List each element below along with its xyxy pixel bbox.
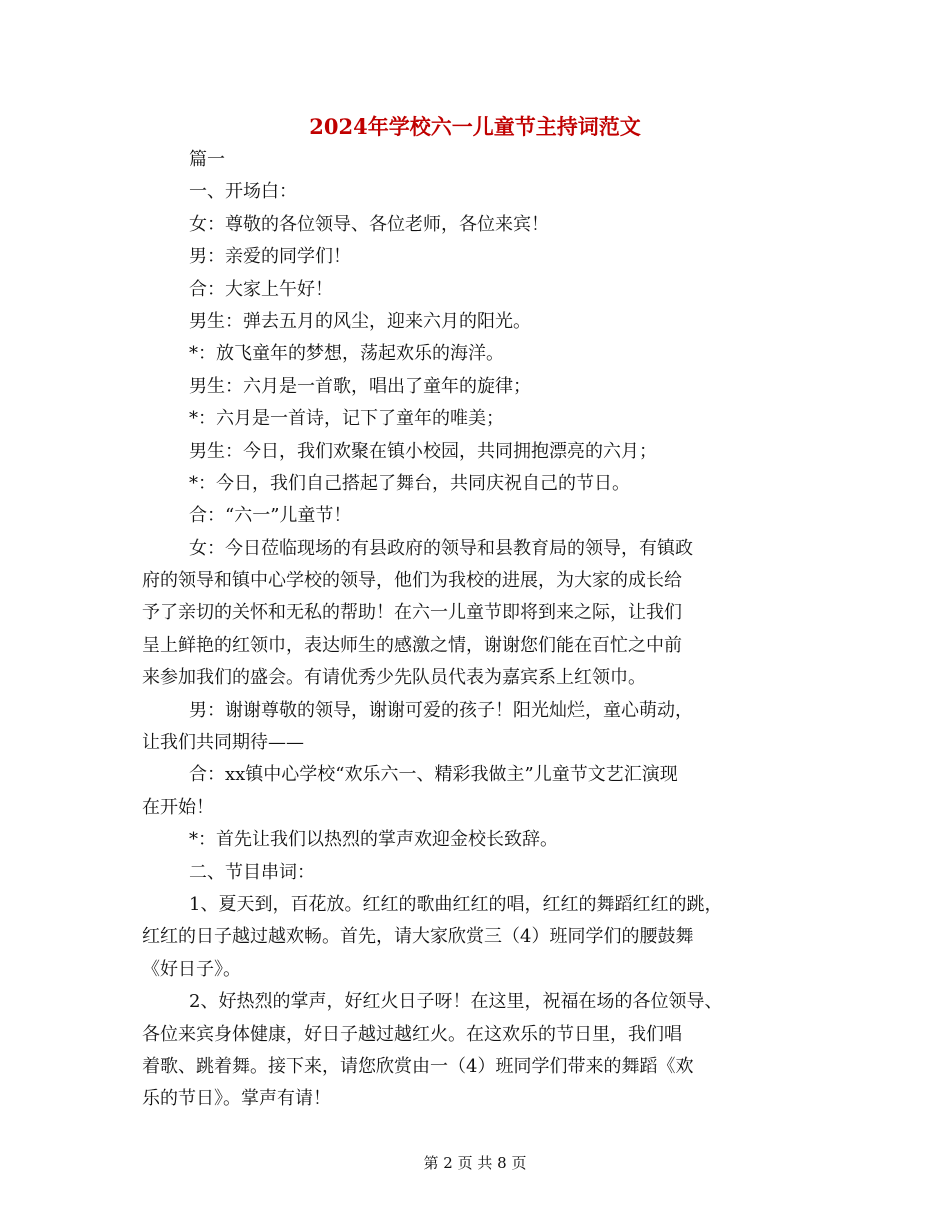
text-line: 各位来宾身体健康，好日子越过越红火。在这欢乐的节日里，我们唱 bbox=[142, 1023, 682, 1045]
text-line: 2、好热烈的掌声，好红火日子呀！在这里，祝福在场的各位领导、 bbox=[189, 991, 723, 1013]
text-line: 《好日子》。 bbox=[142, 958, 241, 980]
text-line: 红红的日子越过越欢畅。首先，请大家欣赏三（4）班同学们的腰鼓舞 bbox=[142, 926, 694, 948]
text-line: 让我们共同期待—— bbox=[142, 732, 304, 754]
text-line: 合：“六一”儿童节！ bbox=[189, 505, 352, 527]
text-line: 一、开场白： bbox=[189, 181, 297, 203]
text-line: 1、夏天到，百花放。红红的歌曲红红的唱，红红的舞蹈红红的跳， bbox=[189, 893, 723, 915]
text-line: *：今日，我们自己搭起了舞台，共同庆祝自己的节日。 bbox=[189, 472, 630, 494]
text-line: 予了亲切的关怀和无私的帮助！在六一儿童节即将到来之际，让我们 bbox=[142, 602, 682, 624]
text-line: 女：尊敬的各位领导、各位老师，各位来宾！ bbox=[189, 213, 549, 235]
page-footer: 第 2 页 共 8 页 bbox=[423, 1154, 527, 1172]
text-line: 在开始！ bbox=[142, 796, 214, 818]
text-line: 男：谢谢尊敬的领导，谢谢可爱的孩子！阳光灿烂，童心萌动， bbox=[189, 699, 693, 721]
text-line: 着歌、跳着舞。接下来，请您欣赏由一（4）班同学们带来的舞蹈《欢 bbox=[142, 1055, 694, 1077]
text-line: *：六月是一首诗，记下了童年的唯美； bbox=[189, 408, 504, 430]
text-line: 合：大家上午好！ bbox=[189, 278, 333, 300]
document-title: 2024年学校六一儿童节主持词范文 bbox=[309, 114, 641, 139]
text-line: 男生：弹去五月的风尘，迎来六月的阳光。 bbox=[189, 310, 531, 332]
text-line: *：放飞童年的梦想，荡起欢乐的海洋。 bbox=[189, 343, 504, 365]
text-line: 乐的节日》。掌声有请！ bbox=[142, 1088, 331, 1110]
document-body bbox=[142, 144, 812, 1116]
text-line: 男生：六月是一首歌，唱出了童年的旋律； bbox=[189, 375, 531, 397]
text-line: 男生：今日，我们欢聚在镇小校园，共同拥抱漂亮的六月； bbox=[189, 440, 657, 462]
text-line: *：首先让我们以热烈的掌声欢迎金校长致辞。 bbox=[189, 829, 558, 851]
text-line: 二、节目串词： bbox=[189, 861, 315, 883]
text-line: 篇一 bbox=[189, 149, 225, 170]
text-line: 来参加我们的盛会。有请优秀少先队员代表为嘉宾系上红领巾。 bbox=[142, 667, 646, 689]
text-line: 女：今日莅临现场的有县政府的领导和县教育局的领导，有镇政 bbox=[189, 537, 693, 559]
text-line: 呈上鲜艳的红领巾，表达师生的感激之情，谢谢您们能在百忙之中前 bbox=[142, 634, 682, 656]
text-line: 合：xx镇中心学校“欢乐六一、精彩我做主”儿童节文艺汇演现 bbox=[189, 764, 678, 786]
text-line: 府的领导和镇中心学校的领导，他们为我校的进展，为大家的成长给 bbox=[142, 570, 682, 592]
text-line: 男：亲爱的同学们！ bbox=[189, 246, 351, 268]
